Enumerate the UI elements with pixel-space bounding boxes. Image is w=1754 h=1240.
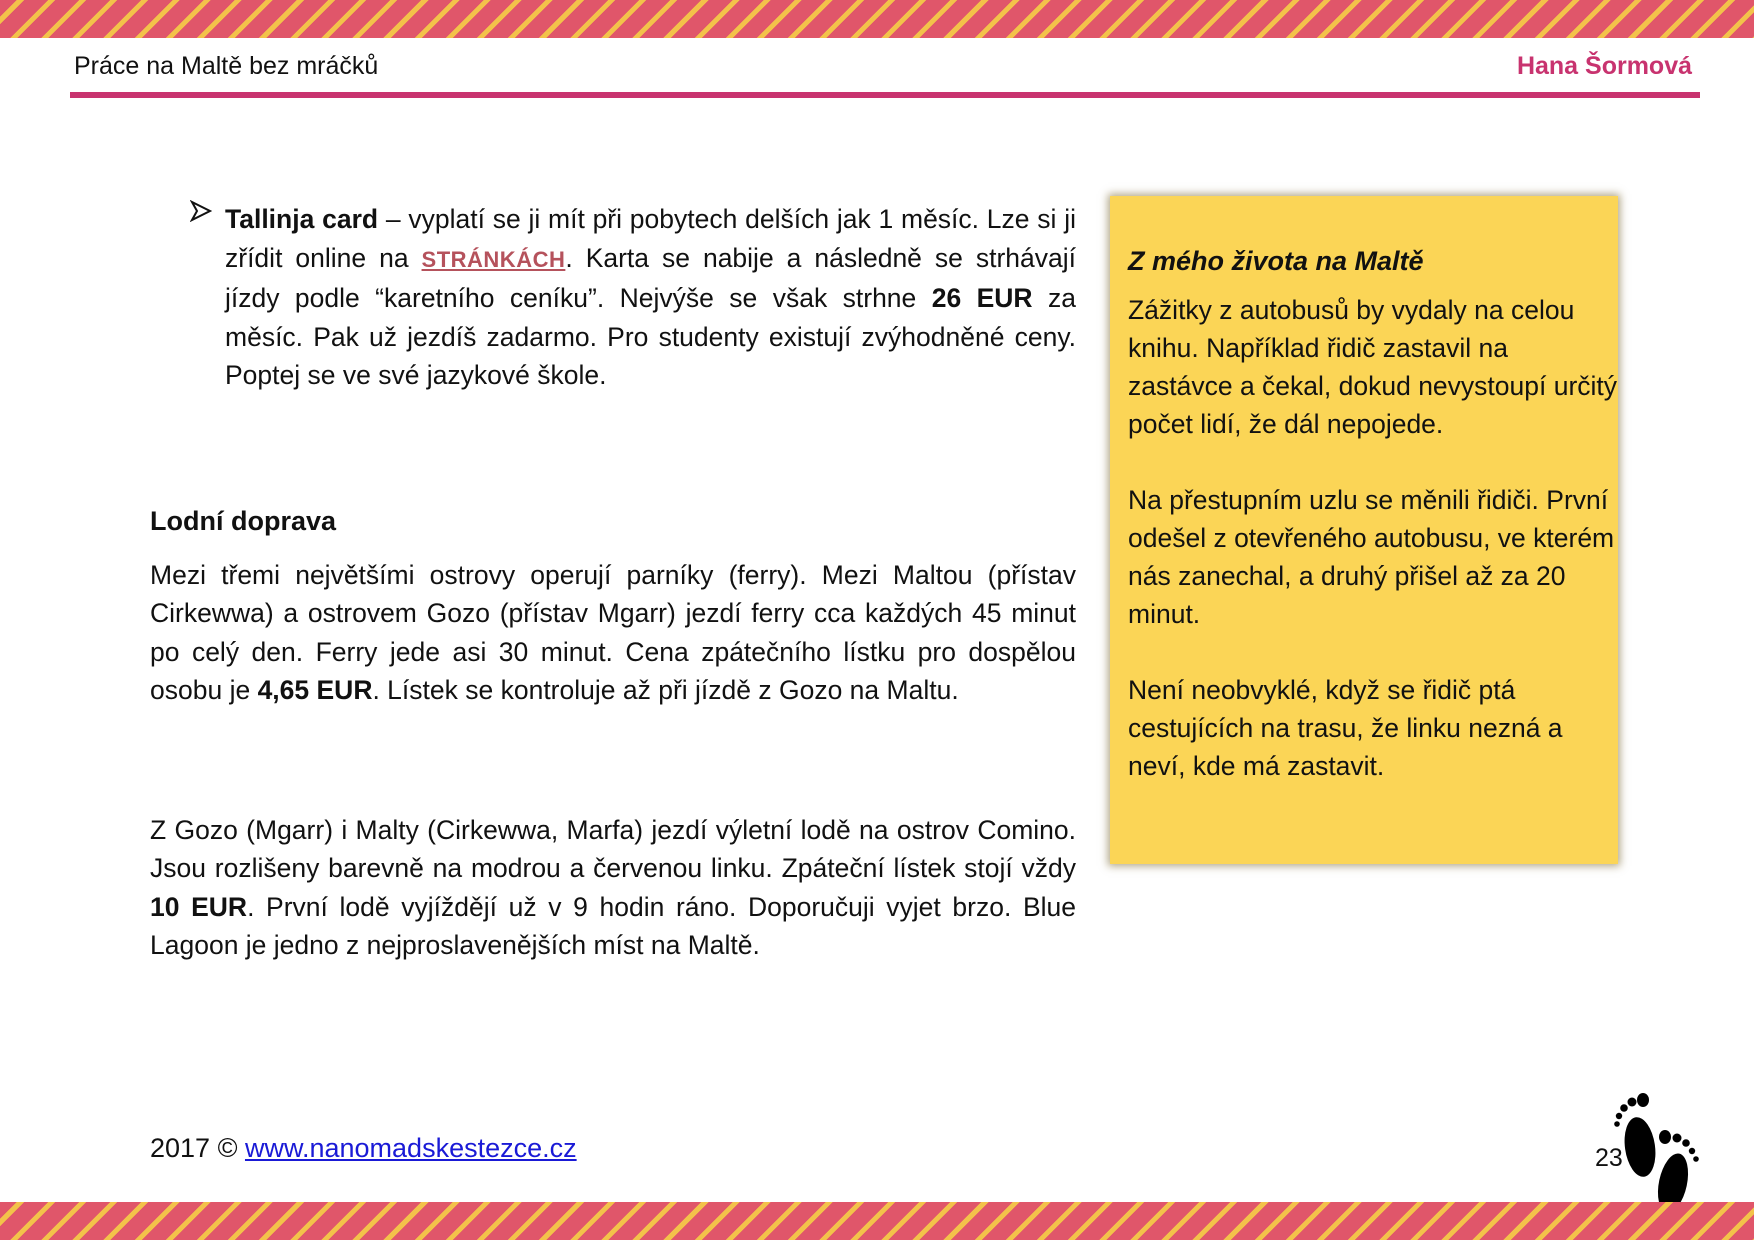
top-stripe-border (0, 0, 1754, 38)
sidebox-paragraph-2: Na přestupním uzlu se měnili řidiči. První odešel z otevřeného autobusu, ve kterém nás zanechal, a druhý přišel až za 20 minut. (1128, 485, 1615, 629)
header-author: Hana Šormová (1516, 52, 1692, 80)
footer-website-link[interactable]: www.nanomadskestezce.cz (244, 1133, 577, 1163)
ferry-text-c: . Lístek se kontroluje až při jízdě z Gozo na Maltu. (372, 674, 959, 705)
ferry-price: 4,65 EUR (257, 674, 373, 705)
comino-paragraph (150, 811, 1076, 964)
ferry-text-a: Mezi třemi největšími ostrovy operují parníky (ferry). Mezi Maltou (přístav Cirkewwa) a ostrovem Gozo (přístav Mgarr) jezdí ferry cca každých 45 minut po celý den. Ferry jede asi 30 minut. Cena zpátečního lístku pro dospělou osobu je (150, 560, 1076, 705)
tallinja-text-2: . Karta se nabije a následně se strhávají jízdy podle “karetního ceníku”. Nejvýše se však strhne (225, 242, 1076, 313)
footer-copyright: 2017 © (150, 1133, 245, 1163)
comino-price: 10 EUR (150, 891, 248, 922)
page-number: 23 (1595, 1144, 1623, 1172)
header-divider (70, 92, 1700, 98)
header-title: Práce na Maltě bez mráčků (74, 52, 379, 80)
tallinja-amount: 26 EUR (931, 283, 1033, 313)
tallinja-text-1: – vyplatí se ji mít při pobytech delších jak 1 měsíc. Lze si ji zřídit online na (225, 204, 1076, 273)
sidebox (1110, 196, 1618, 864)
sidebox-paragraph-3: Není neobvyklé, když se řidič ptá cestujících na trasu, že linku nezná a neví, kde má zastavit. (1128, 675, 1563, 781)
ferry-paragraph (150, 556, 1076, 709)
comino-text-c: . První lodě vyjíždějí už v 9 hodin ráno. Doporučuji vyjet brzo. Blue Lagoon je jedno z nejproslavenějších míst na Maltě. (150, 891, 1076, 960)
section-heading-lodni: Lodní doprava (150, 506, 337, 536)
bottom-stripe-border (0, 1202, 1754, 1240)
tallinja-term: Tallinja card (225, 204, 379, 234)
arrow-bullet-icon (190, 200, 212, 226)
comino-text-a: Z Gozo (Mgarr) i Malty (Cirkewwa, Marfa) jezdí výletní lodě na ostrov Comino. Jsou rozlišeny barevně na modrou a červenou linku. Zpáteční lístek stojí vždy (150, 815, 1076, 884)
footer (150, 1133, 577, 1164)
sidebox-paragraph-1: Zážitky z autobusů by vydaly na celou knihu. Například řidič zastavil na zastávce a čekal, dokud nevystoupí určitý počet lidí, že dál nepojede. (1128, 295, 1618, 439)
sidebox-title: Z mého života na Maltě (1128, 246, 1424, 276)
tallinja-text-3: za měsíc. Pak už jezdíš zadarmo. Pro studenty existují zvýhodněné ceny. Poptej se ve své jazykové škole. (225, 283, 1076, 390)
tallinja-paragraph (225, 200, 1076, 395)
stranky-link[interactable]: STRÁNKÁCH (421, 246, 566, 272)
